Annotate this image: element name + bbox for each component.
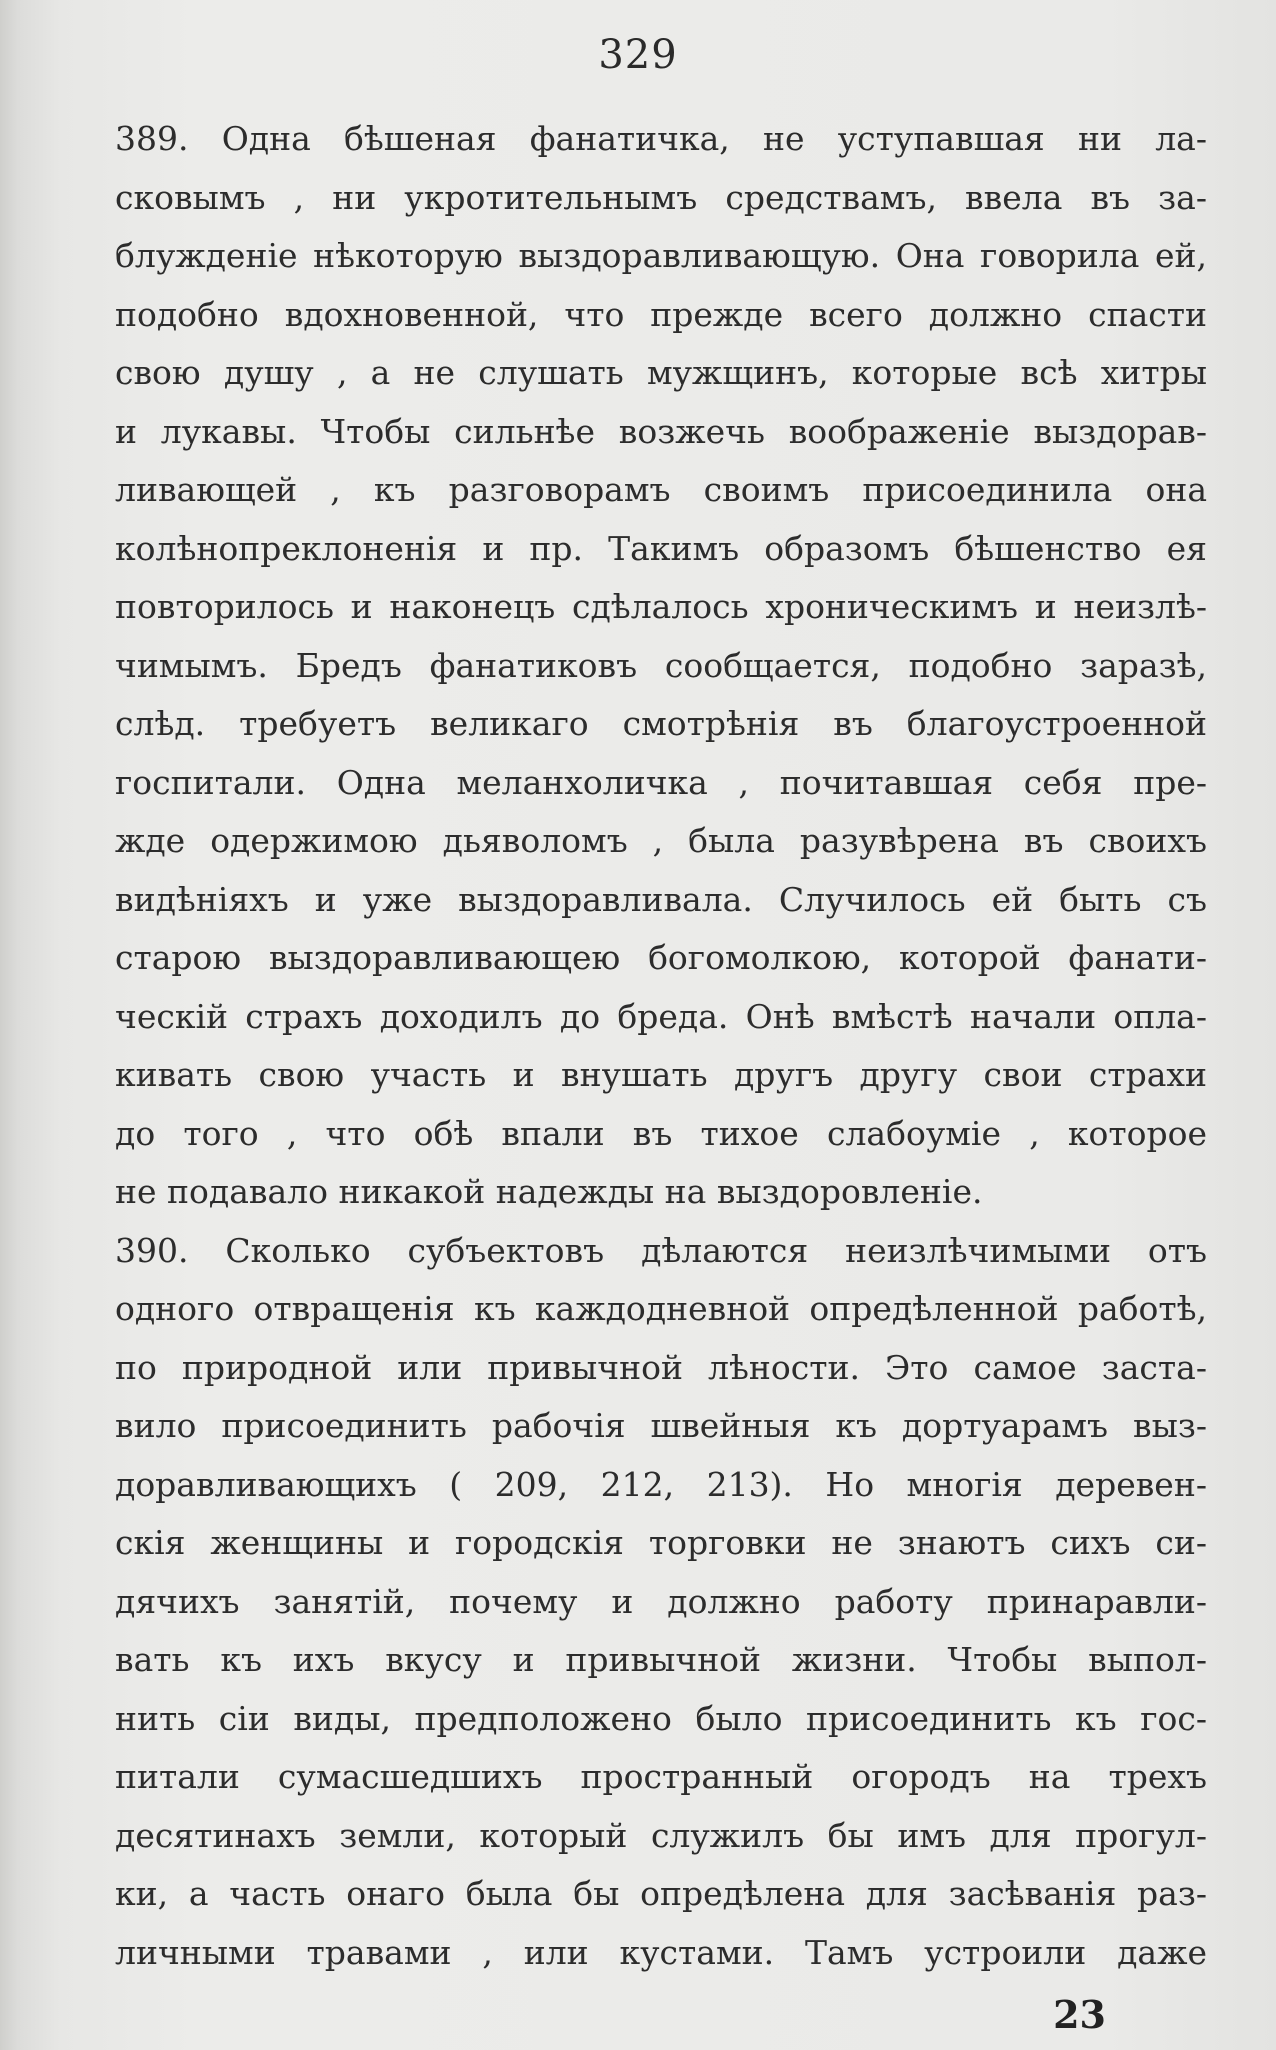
text-line: десятинахъ земли, который служилъ бы имъ для прогул- (115, 1815, 1207, 1855)
text-line: слѣд. требуетъ великаго смотрѣнія въ благоустроенной (115, 704, 1207, 743)
text-line: ки, а часть онаго была бы опредѣлена для засѣванія раз- (115, 1874, 1207, 1913)
text-line: по природной или привычной лѣности. Это самое заста- (115, 1347, 1207, 1387)
text-line: повторилось и наконецъ сдѣлалось хроническимъ и неизлѣ- (115, 587, 1207, 626)
text-line: нить сіи виды, предположено было присоединить къ гос- (115, 1698, 1207, 1738)
text-line: ческій страхъ доходилъ до бреда. Онѣ вмѣстѣ начали опла- (115, 996, 1207, 1036)
text-line: подобно вдохновенной, что прежде всего должно спасти (115, 294, 1207, 334)
signature-mark: 23 (1053, 1992, 1106, 2037)
text-line: госпитали. Одна меланхоличка , почитавшая себя пре- (115, 762, 1207, 802)
text-line: старою выздоравливающею богомолкою, которой фанати- (115, 938, 1207, 977)
text-line: сковымъ , ни укротительнымъ средствамъ, ввела въ за- (115, 177, 1207, 217)
body-text (115, 110, 1207, 1982)
text-line: личными травами , или кустами. Тамъ устроили даже (115, 1932, 1207, 1972)
text-line: не подавало никакой надежды на выздоровленіе. (115, 1172, 983, 1211)
text-line: скія женщины и городскія торговки не знаютъ сихъ си- (115, 1523, 1207, 1562)
text-line: видѣніяхъ и уже выздоравливала. Случилось ей быть съ (115, 879, 1207, 919)
text-line: ливающей , къ разговорамъ своимъ присоединила она (115, 470, 1207, 509)
text-line: дячихъ занятій, почему и должно работу принаравли- (115, 1581, 1207, 1621)
text-line: до того , что обѣ впали въ тихое слабоуміе , которое (115, 1113, 1207, 1153)
text-line: и лукавы. Чтобы сильнѣе возжечь воображеніе выздорав- (115, 411, 1207, 451)
text-line: жде одержимою дьяволомъ , была разувѣрена въ своихъ (115, 821, 1207, 860)
text-line: чимымъ. Бредъ фанатиковъ сообщается, подобно заразѣ, (115, 645, 1207, 685)
text-line: питали сумасшедшихъ пространный огородъ на трехъ (115, 1757, 1207, 1796)
text-line: 390. Сколько субъектовъ дѣлаются неизлѣчимыми отъ (115, 1230, 1207, 1270)
text-line: вило присоединить рабочія швейныя къ дортуарамъ выз- (115, 1406, 1207, 1445)
text-line: свою душу , а не слушать мужщинъ, которые всѣ хитры (115, 353, 1207, 392)
text-line: 389. Одна бѣшеная фанатичка, не уступавшая ни ла- (115, 119, 1207, 158)
text-line: одного отвращенія къ каждодневной опредѣленной работѣ, (115, 1289, 1207, 1328)
page-number: 329 (598, 32, 678, 78)
text-line: доравливающихъ ( 209, 212, 213). Но многія деревен- (115, 1464, 1207, 1504)
text-line: блужденіе нѣкоторую выздоравливающую. Она говорила ей, (115, 236, 1207, 275)
text-line: колѣнопреклоненія и пр. Такимъ образомъ бѣшенство ея (115, 528, 1207, 568)
text-line: вать къ ихъ вкусу и привычной жизни. Чтобы выпол- (115, 1640, 1207, 1679)
text-line: кивать свою участь и внушать другъ другу свои страхи (115, 1055, 1207, 1094)
